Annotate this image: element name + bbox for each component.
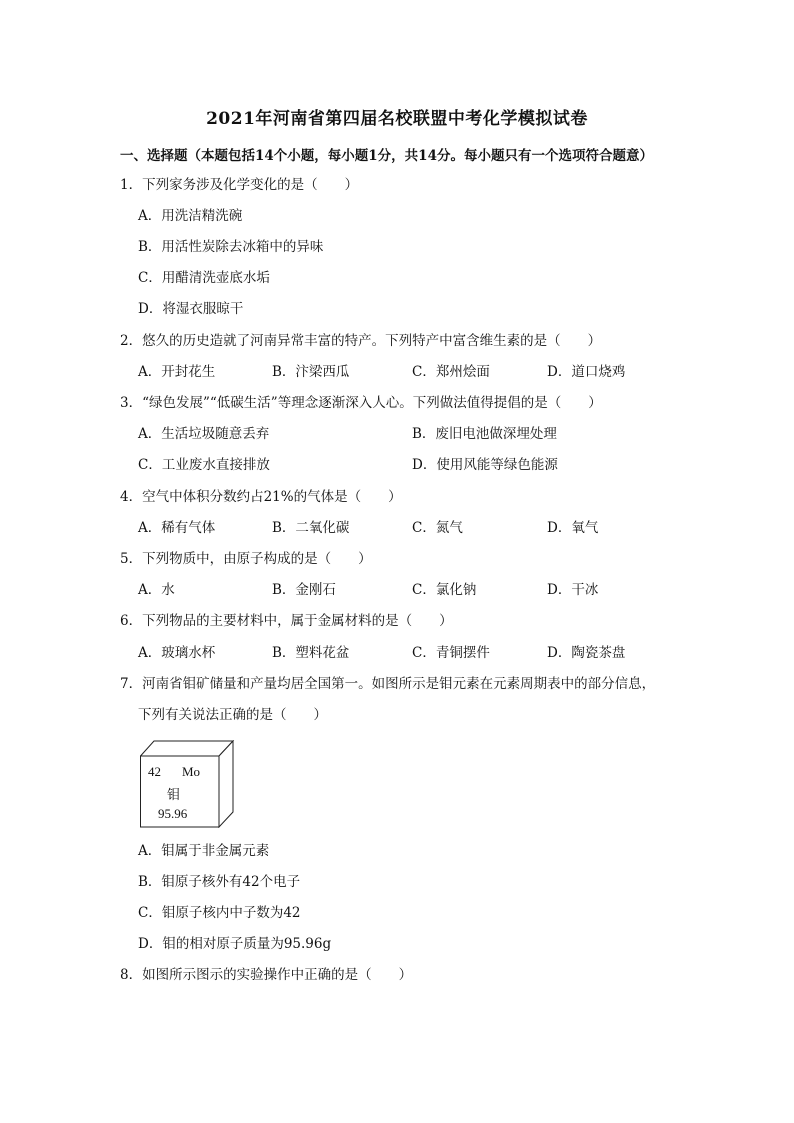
question-5-option-b: B．金刚石 [272, 582, 336, 598]
question-2-option-b: B．汴梁西瓜 [272, 364, 350, 380]
question-1-stem: 1．下列家务涉及化学变化的是（ ） [120, 177, 359, 193]
question-6-option-d: D．陶瓷茶盘 [547, 645, 626, 661]
element-symbol: Mo [182, 764, 201, 779]
question-5-option-a: A．水 [138, 582, 175, 598]
question-4-option-b: B．二氧化碳 [272, 520, 350, 536]
question-3-option-c: C．工业废水直接排放 [138, 457, 270, 473]
element-tile-frame [140, 740, 236, 828]
question-6-option-b: B．塑料花盆 [272, 645, 350, 661]
question-2-option-a: A．开封花生 [138, 364, 216, 380]
question-1-option-b: B．用活性炭除去冰箱中的异味 [138, 239, 324, 255]
question-6-option-a: A．玻璃水杯 [138, 645, 216, 661]
question-5-option-c: C．氯化钠 [412, 582, 477, 598]
element-name: 钼 [167, 788, 181, 803]
question-1-option-a: A．用洗洁精洗碗 [138, 208, 243, 224]
question-5-option-d: D．干冰 [547, 582, 599, 598]
element-atomic-mass: 95.96 [158, 806, 188, 821]
question-7-option-b: B．钼原子核外有42个电子 [138, 874, 301, 890]
question-2-stem: 2．悠久的历史造就了河南异常丰富的特产。下列特产中富含维生素的是（ ） [120, 333, 602, 349]
question-4-option-a: A．稀有气体 [138, 520, 216, 536]
question-2-option-c: C．郑州烩面 [412, 364, 490, 380]
page-title: 2021年河南省第四届名校联盟中考化学模拟试卷 [206, 109, 588, 129]
question-7-option-c: C．钼原子核内中子数为42 [138, 905, 301, 921]
element-tile-molybdenum [140, 740, 236, 828]
section-heading: 一、选择题（本题包括14个小题，每小题1分，共14分。每小题只有一个选项符合题意） [120, 148, 653, 164]
question-3-option-a: A．生活垃圾随意丢弃 [138, 426, 270, 442]
question-8-stem: 8．如图所示图示的实验操作中正确的是（ ） [120, 967, 413, 983]
question-5-stem: 5．下列物质中，由原子构成的是（ ） [120, 551, 372, 567]
question-7-stem: 7．河南省钼矿储量和产量均居全国第一。如图所示是钼元素在元素周期表中的部分信息， [120, 676, 656, 692]
question-3-option-b: B．废旧电池做深埋处理 [412, 426, 557, 442]
question-3-option-d: D．使用风能等绿色能源 [412, 457, 558, 473]
question-4-stem: 4．空气中体积分数约占21%的气体是（ ） [120, 489, 402, 505]
question-6-option-c: C．青铜摆件 [412, 645, 490, 661]
question-6-stem: 6．下列物品的主要材料中，属于金属材料的是（ ） [120, 613, 453, 629]
question-7-option-a: A．钼属于非金属元素 [138, 843, 270, 859]
question-3-stem: 3．“绿色发展”“低碳生活”等理念逐渐深入人心。下列做法值得提倡的是（ ） [120, 395, 602, 411]
question-7-stem-line2: 下列有关说法正确的是（ ） [138, 707, 327, 723]
question-4-option-c: C．氮气 [412, 520, 463, 536]
question-1-option-d: D．将湿衣服晾干 [138, 301, 244, 317]
question-4-option-d: D．氧气 [547, 520, 599, 536]
question-2-option-d: D．道口烧鸡 [547, 364, 626, 380]
question-7-option-d: D．钼的相对原子质量为95.96g [138, 936, 332, 952]
question-1-option-c: C．用醋清洗壶底水垢 [138, 270, 270, 286]
element-atomic-number: 42 [148, 764, 161, 779]
